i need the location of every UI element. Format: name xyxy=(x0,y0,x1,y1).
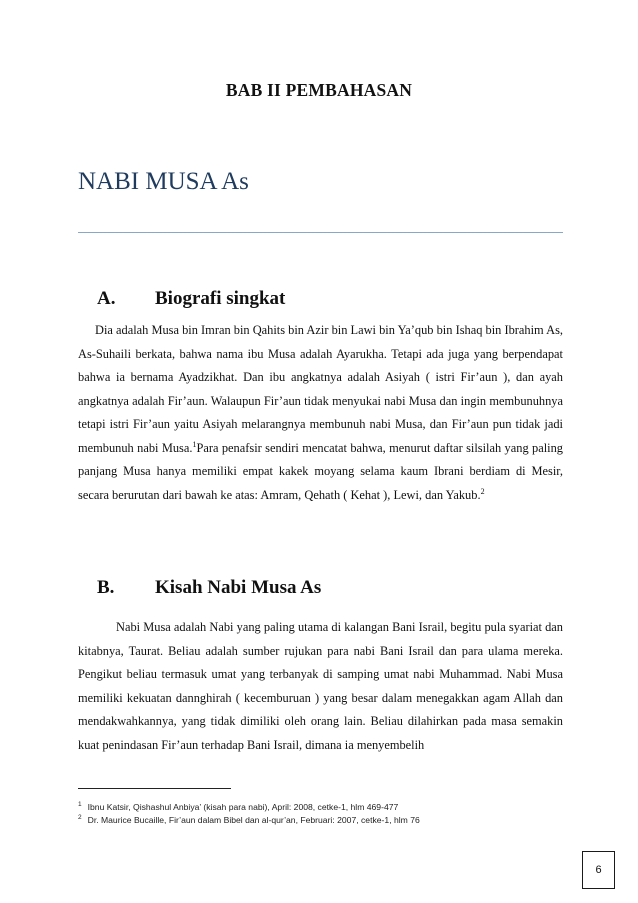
section-a-paragraph xyxy=(78,319,563,507)
footnote-marker: 2 xyxy=(78,814,82,821)
section-heading-a xyxy=(97,288,285,310)
section-b-paragraph: Nabi Musa adalah Nabi yang paling utama di kalangan Bani Israil, begitu pula syariat dan kitabnya, Taurat. Beliau adalah sumber rujukan para nabi Bani Israil dan para ulama mereka. Pengikut beliau termasuk umat yang terbanyak di samping umat nabi Muhammad. Nabi Musa memiliki kekuatan dannghirah ( kecemburuan ) yang besar dalam menegakkan agam Allah dan mendakwahkannya, yang tidak dimiliki oleh orang lain. Beliau dilahirkan pada masa semakin kuat penindasan Fir’aun terhadap Bani Israil, dimana ia menyembelih xyxy=(78,620,563,752)
page-number xyxy=(582,851,615,889)
footnote-text: Dr. Maurice Bucaille, Fir’aun dalam Bibel dan al-qur’an, Februari: 2007, cetke-1, hlm 76 xyxy=(87,814,420,825)
chapter-title: BAB II PEMBAHASAN xyxy=(225,80,413,100)
heading-divider xyxy=(78,232,563,233)
section-number: B. xyxy=(97,577,115,598)
section-heading-b xyxy=(97,577,321,599)
footnote-ref-1[interactable]: 1 xyxy=(192,439,197,449)
footnote-ref-2[interactable]: 2 xyxy=(480,486,485,496)
section-title: Kisah Nabi Musa As xyxy=(155,577,322,598)
main-heading: NABI MUSA As xyxy=(78,168,249,195)
footnote-2 xyxy=(78,812,563,826)
footnote-marker: 1 xyxy=(78,801,82,808)
section-number: A. xyxy=(97,288,116,309)
footnote-text: Ibnu Katsir, Qishashul Anbiya’ (kisah para nabi), April: 2008, cetke-1, hlm 469-477 xyxy=(87,801,399,812)
section-title: Biografi singkat xyxy=(155,288,286,309)
paragraph-text: Dia adalah Musa bin Imran bin Qahits bin Azir bin Lawi bin Ya’qub bin Ishaq bin Ibrahim As, As-Suhaili berkata, bahwa nama ibu Musa adalah Ayarukha. Tetapi ada juga yang berpendapat bahwa ia bernama Ayadzikhat. Dan ibu angkatnya adalah Asiyah ( istri Fir’aun ), dan ayah angkatnya adalah Fir’aun. Walaupun Fir’aun tidak menyukai nabi Musa dan ingin membunuhnya tetapi istri Fir’aun yaitu Asiyah melarangnya membunuh nabi Musa, dan Fir’aun pun tidak jadi membunuh nabi Musa. xyxy=(78,323,563,455)
page-number-text: 6 xyxy=(595,864,602,876)
footnote-separator xyxy=(78,788,231,789)
paragraph-text: Para penafsir sendiri mencatat bahwa, menurut daftar silsilah yang paling panjang Musa hanya memiliki empat kakek moyang selama kaum Ibrani berdiam di Mesir, secara berurutan dari bawah ke atas: Amram, Qehath ( Kehat ), Lewi, dan Yakub. xyxy=(78,440,563,502)
footnote-1 xyxy=(78,799,563,813)
